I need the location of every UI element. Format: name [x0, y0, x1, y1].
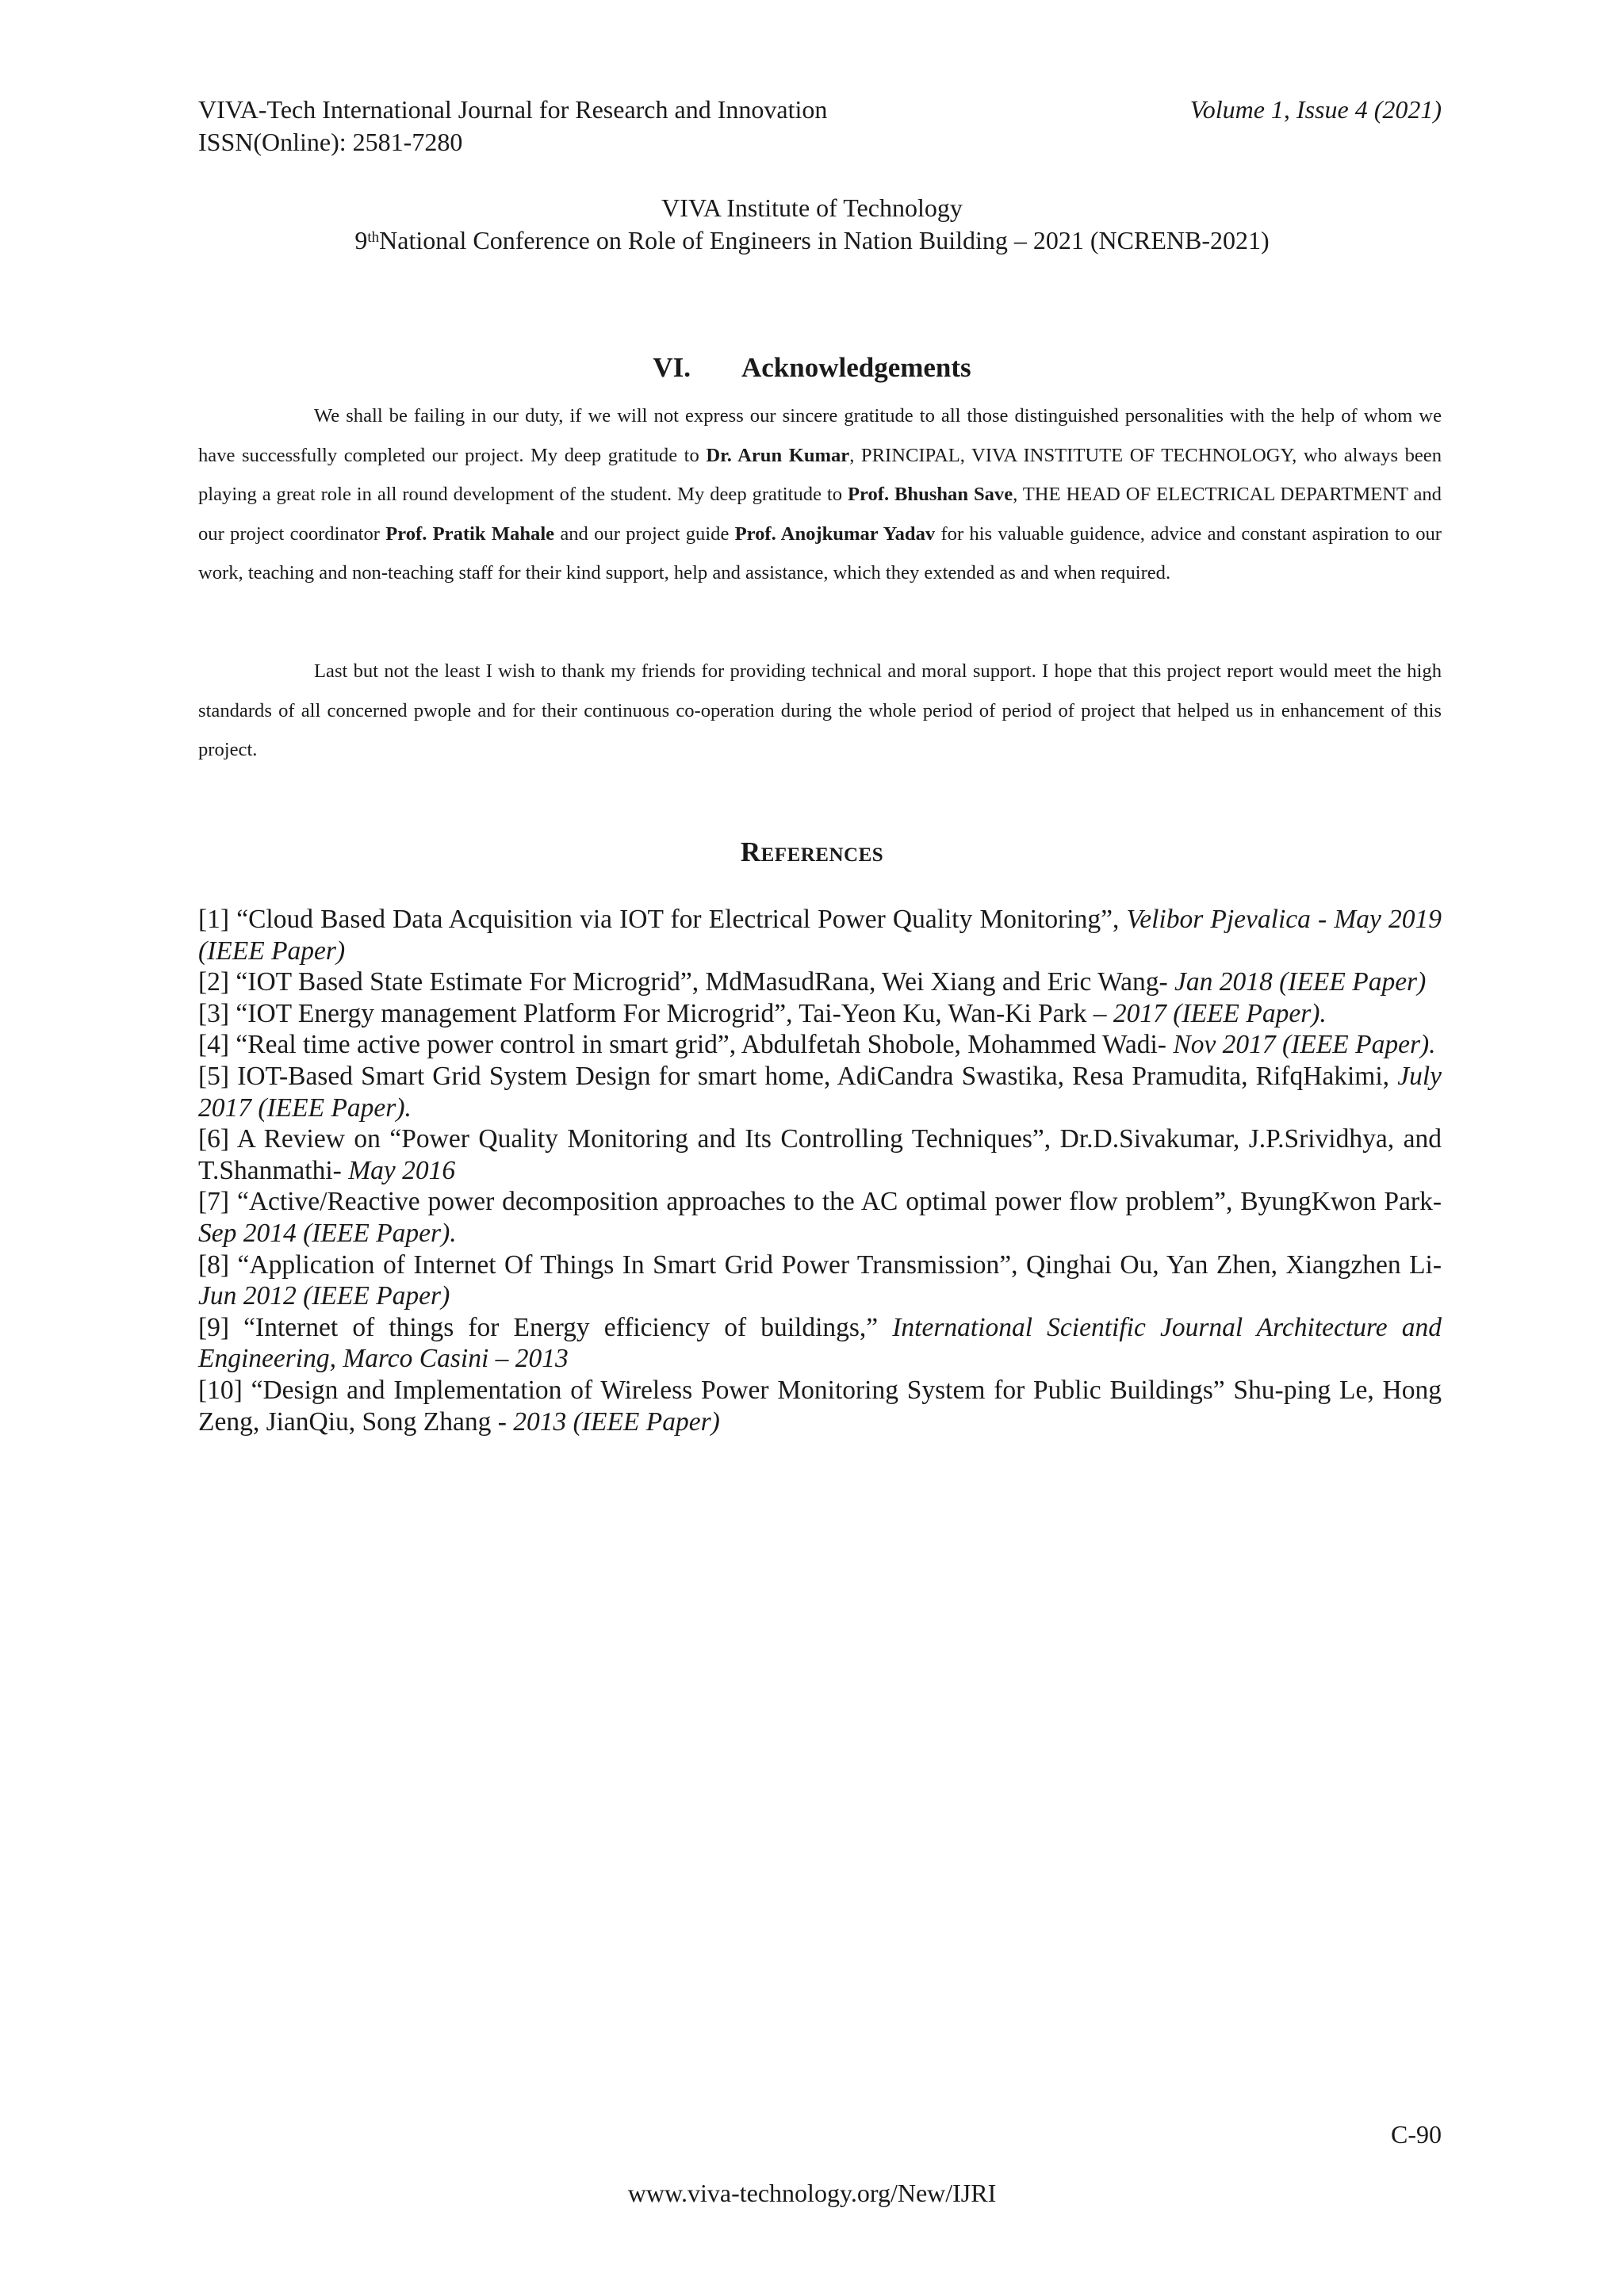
reference-item: [198, 1029, 1442, 1061]
reference-item: [198, 998, 1442, 1030]
text-run: , THE HEAD OF ELECTRICAL DEPARTMENT and our project coordinator: [198, 484, 1442, 545]
paragraph-text: Last but not the least I wish to thank my friends for providing technical and moral support. I hope that this project report would meet the high standards of all concerned pwople and for their continuous co-operation during the whole period of period of project that helped us in enhancement of this project.: [198, 660, 1442, 760]
references-heading: References: [740, 836, 884, 867]
reference-item: [198, 1061, 1442, 1123]
bold-name: Prof. Bhushan Save: [847, 484, 1013, 505]
text-run: We shall be failing in our duty, if we will not express our sincere gratitude to all those distinguished personalities with the help of whom we have successfully completed our project. My deep gratitude to: [198, 405, 1442, 466]
reference-italic: International Scientific Journal Architecture and Engineering, Marco Casini – 2013: [198, 1312, 1442, 1374]
bold-name: Prof. Pratik Mahale: [385, 522, 555, 545]
footer-url[interactable]: www.viva-technology.org/New/IJRI: [627, 2179, 997, 2207]
journal-name: VIVA-Tech International Journal for Research and Innovation: [198, 95, 828, 124]
references-list: [198, 904, 1442, 1437]
conference-ordinal: 9: [354, 226, 368, 254]
journal-issn: ISSN(Online): 2581-7280: [198, 128, 463, 156]
reference-italic: 2017 (IEEE Paper).: [1113, 998, 1327, 1028]
reference-item: [198, 966, 1442, 998]
institute-name: VIVA Institute of Technology: [661, 193, 963, 222]
reference-italic: Nov 2017 (IEEE Paper).: [1173, 1030, 1436, 1060]
reference-text: [4] “Real time active power control in smart grid”, Abdulfetah Shobole, Mohammed Wadi-: [198, 1030, 1174, 1060]
acknowledgements-paragraph-1: [198, 396, 1442, 593]
reference-text: [1] “Cloud Based Data Acquisition via IOT for Electrical Power Quality Monitoring”,: [198, 905, 1127, 934]
reference-text: [8] “Application of Internet Of Things In Smart Grid Power Transmission”, Qinghai Ou, Yan Zhen, Xiangzhen Li-: [198, 1249, 1442, 1280]
running-header-left: [198, 94, 827, 159]
reference-italic: 2013 (IEEE Paper): [513, 1406, 720, 1437]
reference-text: [5] IOT-Based Smart Grid System Design for smart home, AdiCandra Swastika, Resa Pramudita, RifqHakimi,: [198, 1061, 1398, 1091]
reference-text: [9] “Internet of things for Energy efficiency of buildings,”: [198, 1312, 893, 1342]
reference-item: [198, 1249, 1442, 1312]
text-run: and our project guide: [554, 522, 735, 545]
reference-item: [198, 1375, 1442, 1437]
reference-text: [10] “Design and Implementation of Wireless Power Monitoring System for Public Buildings” Shu-ping Le, Hong Zeng, JianQiu, Song Zhang -: [198, 1375, 1442, 1437]
acknowledgements-paragraph-2: [198, 652, 1442, 770]
conference-info: [0, 192, 1624, 257]
reference-item: [198, 1312, 1442, 1375]
conference-title-line: [0, 224, 1624, 257]
reference-italic: Jan 2018 (IEEE Paper): [1174, 967, 1427, 997]
conference-ordinal-suffix: th: [367, 229, 380, 246]
reference-item: [198, 1186, 1442, 1249]
volume-issue: Volume 1, Issue 4 (2021): [1189, 95, 1442, 124]
reference-text: [3] “IOT Energy management Platform For Microgrid”, Tai-Yeon Ku, Wan-Ki Park –: [198, 998, 1113, 1028]
reference-italic: July 2017 (IEEE Paper).: [198, 1061, 1442, 1123]
reference-text: [7] “Active/Reactive power decomposition approaches to the AC optimal power flow problem”, ByungKwon Park-: [198, 1187, 1442, 1217]
reference-italic: Jun 2012 (IEEE Paper): [198, 1281, 450, 1311]
bold-name: Prof. Anojkumar Yadav: [734, 522, 936, 545]
reference-italic: Velibor Pjevalica - May 2019 (IEEE Paper): [198, 905, 1442, 966]
bold-name: Dr. Arun Kumar: [706, 444, 850, 466]
reference-item: [198, 1123, 1442, 1186]
reference-italic: May 2016: [348, 1155, 456, 1185]
section-title: Acknowledgements: [741, 352, 971, 383]
text-run: , PRINCIPAL, VIVA INSTITUTE OF TECHNOLOGY, who always been playing a great role in all round development of the student. My deep gratitude to: [198, 444, 1442, 505]
reference-text: [2] “IOT Based State Estimate For Microgrid”, MdMasudRana, Wei Xiang and Eric Wang-: [198, 967, 1175, 997]
text-run: for his valuable guidence, advice and constant aspiration to our work, teaching and non-teaching staff for their kind support, help and assistance, which they extended as and when required.: [198, 522, 1442, 584]
page-number: C-90: [1391, 2120, 1442, 2149]
reference-item: [198, 904, 1442, 966]
reference-italic: Sep 2014 (IEEE Paper).: [198, 1218, 457, 1248]
conference-title: National Conference on Role of Engineers in Nation Building – 2021 (NCRENB-2021): [379, 226, 1270, 254]
reference-text: [6] A Review on “Power Quality Monitoring and Its Controlling Techniques”, Dr.D.Sivakumar, J.P.Srividhya, and T.Shanmathi-: [198, 1124, 1442, 1185]
acknowledgements-heading: [0, 350, 1624, 385]
section-number: VI.: [653, 352, 691, 383]
